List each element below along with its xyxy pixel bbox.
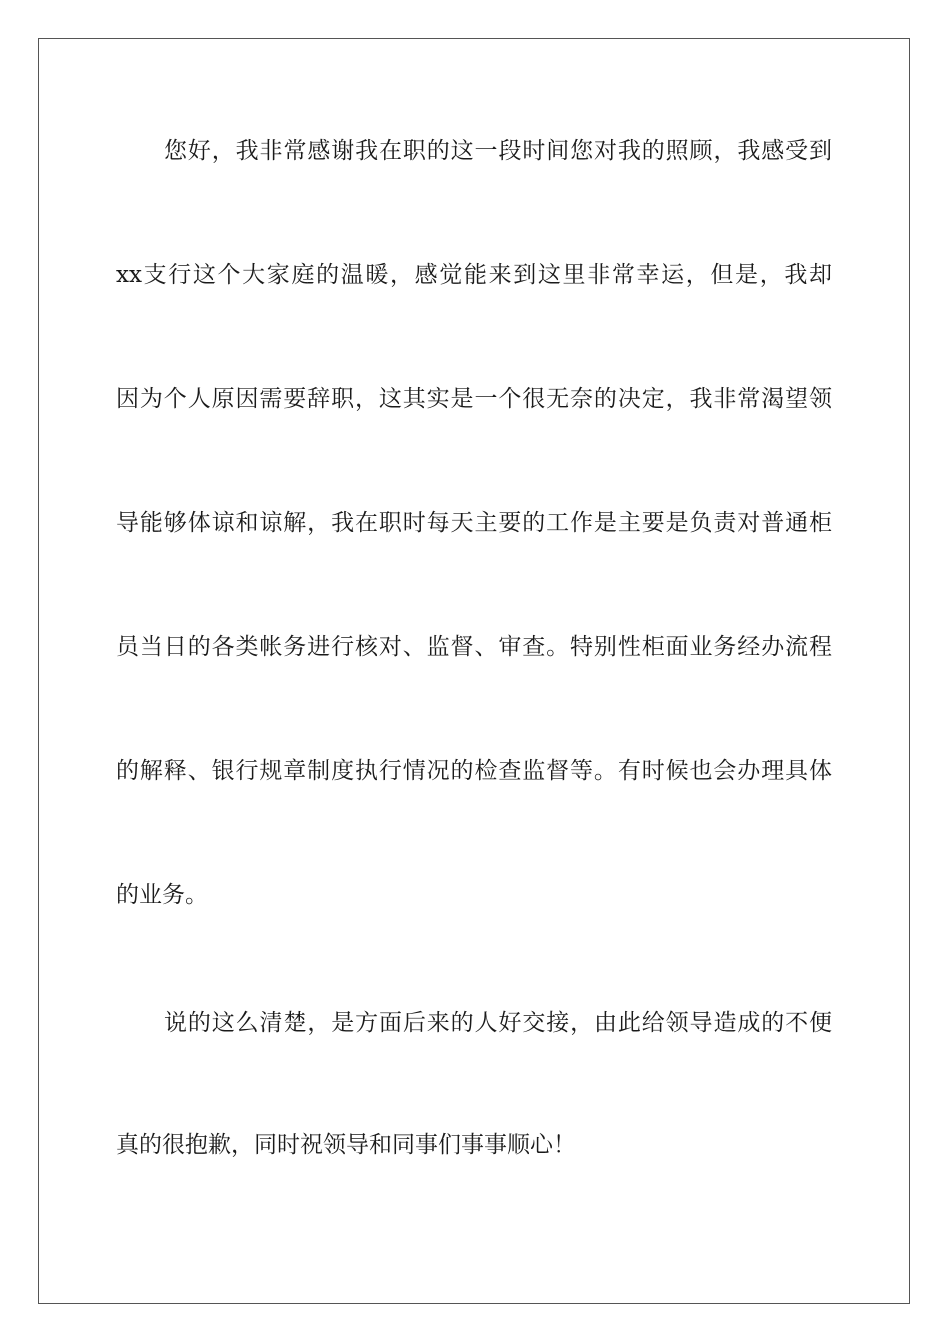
paragraph-line: 员当日的各类帐务进行核对、监督、审查。特别性柜面业务经办流程 bbox=[116, 634, 832, 660]
paragraph-line: 真的很抱歉，同时祝领导和同事们事事顺心！ bbox=[116, 1132, 576, 1158]
page-frame bbox=[38, 38, 910, 1304]
paragraph-line: xx支行这个大家庭的温暖，感觉能来到这里非常幸运，但是，我却 bbox=[116, 262, 832, 288]
paragraph-line: 说的这么清楚，是方面后来的人好交接，由此给领导造成的不便 bbox=[164, 1010, 832, 1036]
paragraph-line: 的业务。 bbox=[116, 882, 208, 908]
paragraph-line: 的解释、银行规章制度执行情况的检查监督等。有时候也会办理具体 bbox=[116, 758, 832, 784]
paragraph-line: 您好，我非常感谢我在职的这一段时间您对我的照顾，我感受到 bbox=[164, 138, 832, 164]
paragraph-line: 因为个人原因需要辞职，这其实是一个很无奈的决定，我非常渴望领 bbox=[116, 386, 832, 412]
paragraph-line: 导能够体谅和谅解，我在职时每天主要的工作是主要是负责对普通柜 bbox=[116, 510, 832, 536]
